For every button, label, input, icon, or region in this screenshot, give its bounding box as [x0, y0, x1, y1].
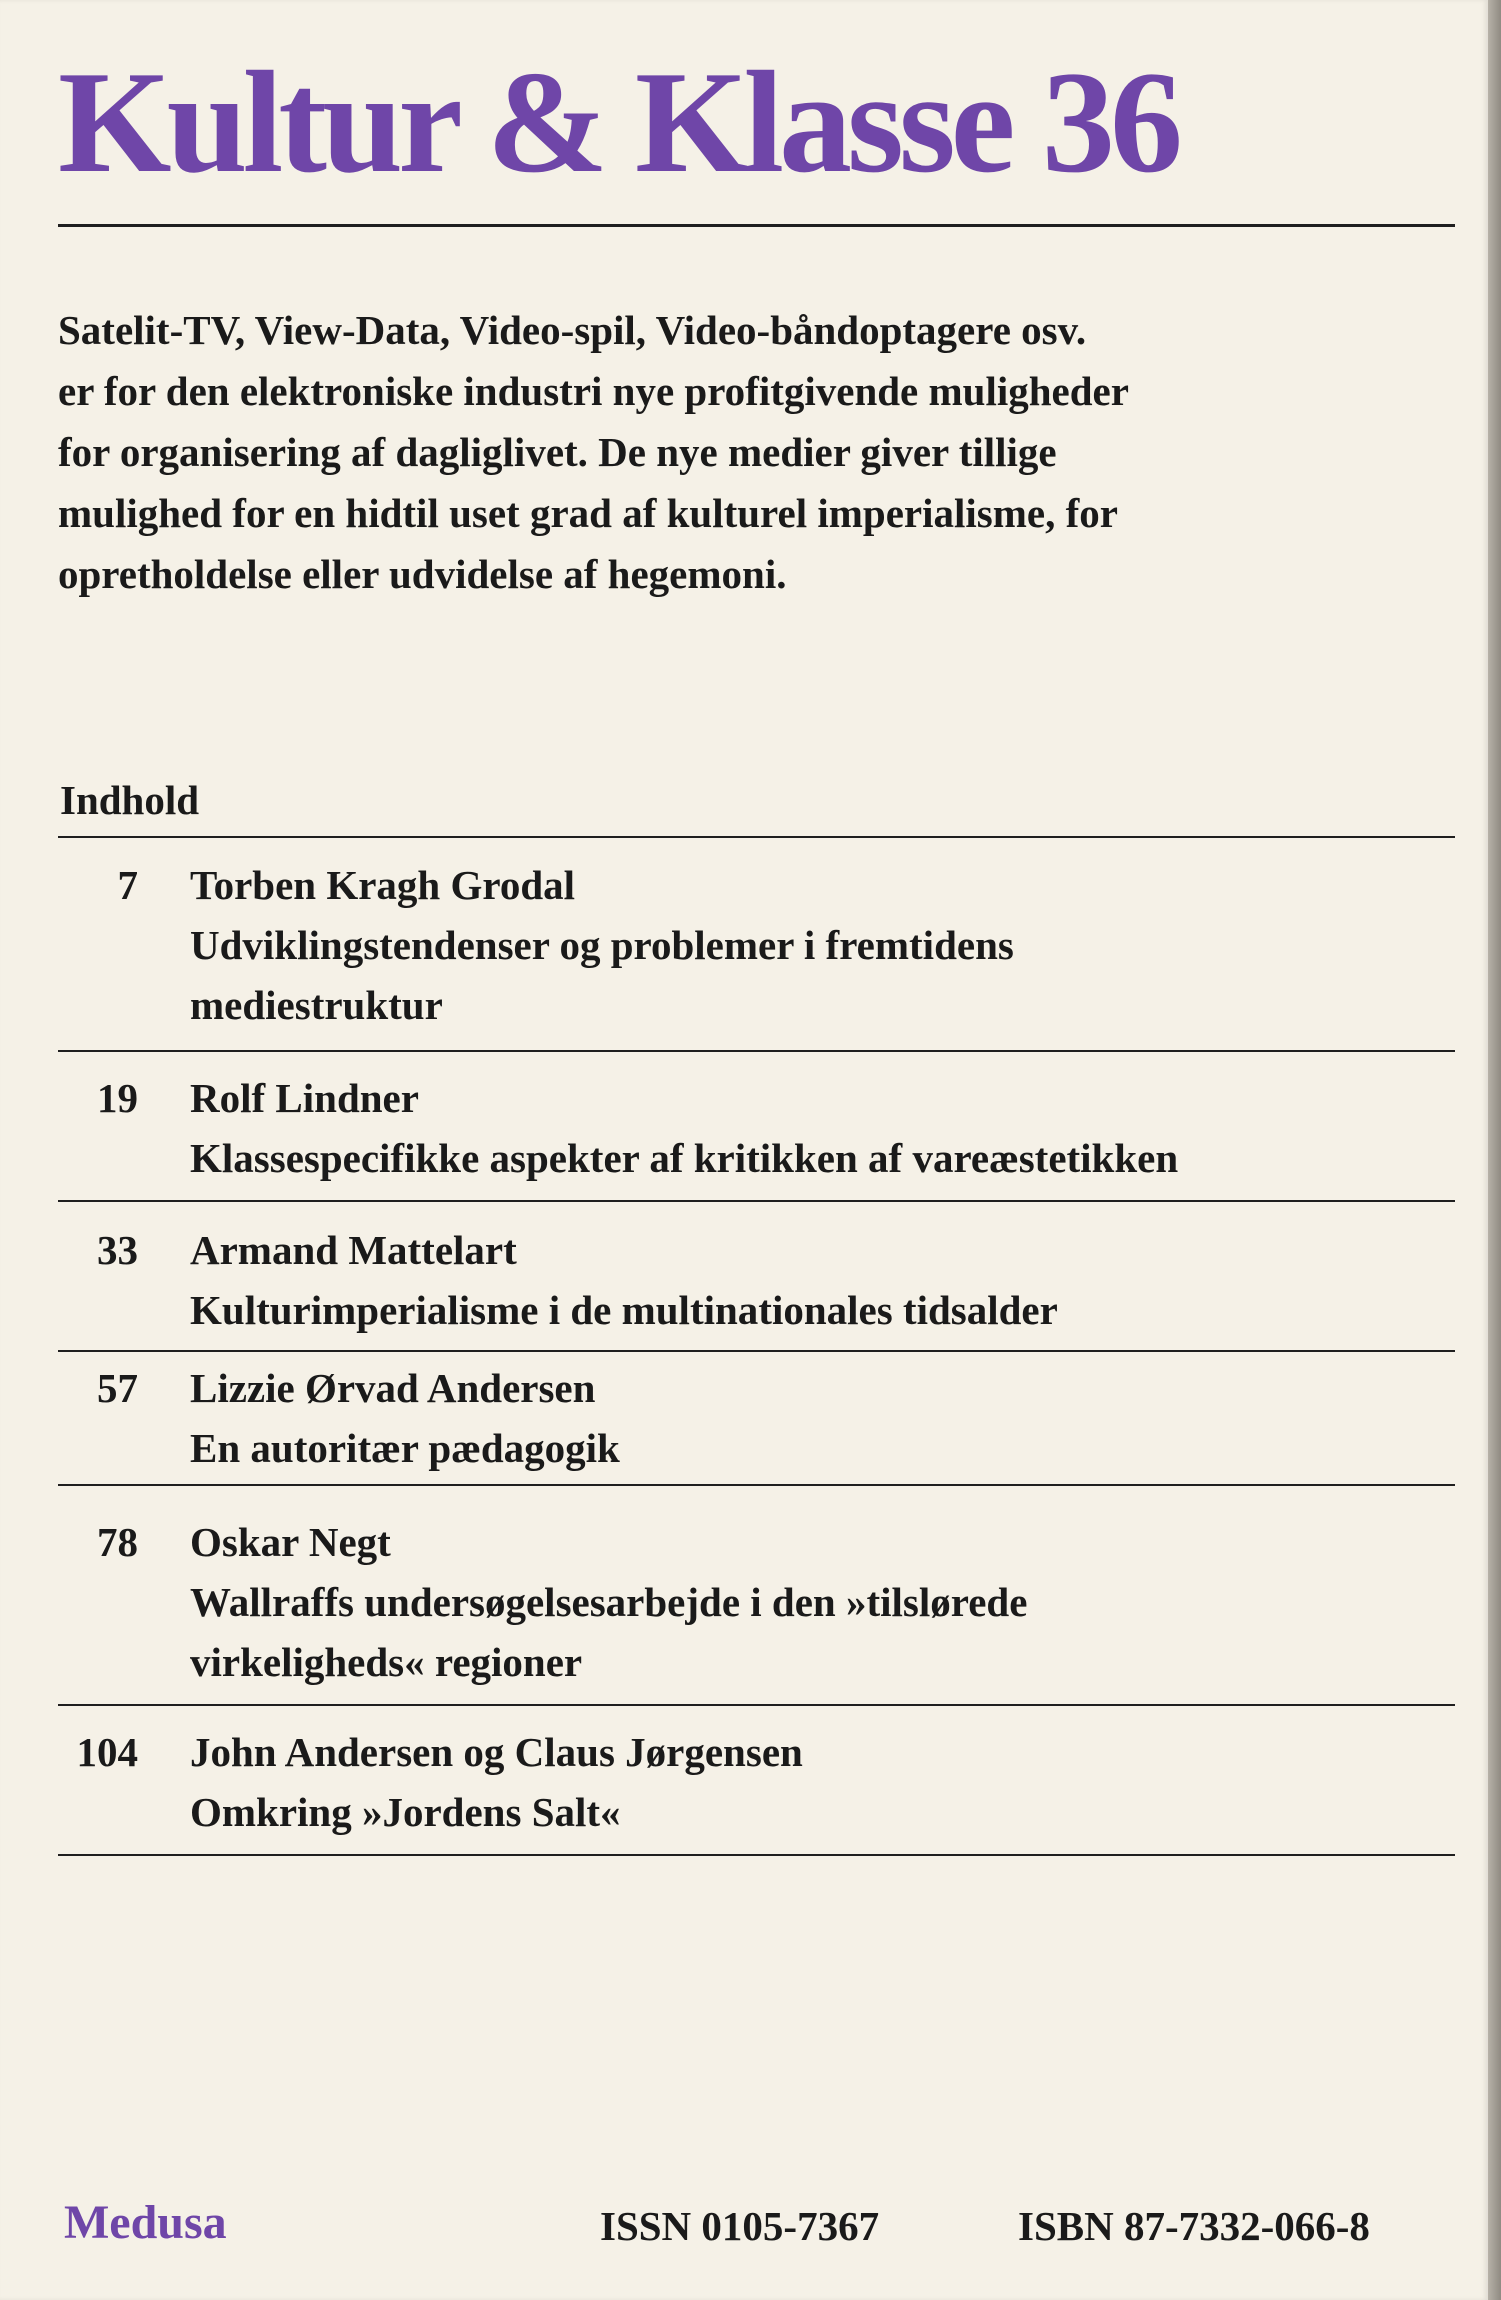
intro-line: er for den elektroniske industri nye profitgivende muligheder [58, 368, 1129, 414]
magazine-title: Kultur & Klasse 36 [58, 41, 1178, 203]
toc-divider [58, 836, 1455, 838]
intro-paragraph [58, 300, 1458, 605]
publisher-name: Medusa [64, 2196, 227, 2249]
intro-line: mulighed for en hidtil uset grad af kulturel imperialisme, for [58, 490, 1118, 536]
intro-line: for organisering af dagliglivet. De nye medier giver tillige [58, 429, 1057, 475]
toc-entry-body [190, 1512, 1460, 1692]
toc-author: John Andersen og Claus Jørgensen [190, 1729, 803, 1775]
toc-divider [58, 1200, 1455, 1202]
toc-author: Oskar Negt [190, 1519, 391, 1565]
toc-page-number: 19 [97, 1075, 138, 1121]
toc-page-number: 57 [97, 1365, 138, 1411]
toc-divider [58, 1854, 1455, 1856]
toc-article-title: Kulturimperialisme i de multinationales tidsalder [190, 1287, 1058, 1333]
toc-heading: Indhold [60, 777, 200, 823]
toc-divider [58, 1484, 1455, 1486]
toc-entry-body [190, 1722, 1460, 1842]
toc-entry-body [190, 1068, 1460, 1188]
toc-page-number: 7 [117, 862, 138, 908]
toc-divider [58, 1704, 1455, 1706]
intro-line: Satelit-TV, View-Data, Video-spil, Video-båndoptagere osv. [58, 307, 1087, 353]
toc-divider [58, 1050, 1455, 1052]
page-edge [1488, 0, 1501, 2300]
toc-author: Rolf Lindner [190, 1075, 419, 1121]
toc-author: Torben Kragh Grodal [190, 862, 576, 908]
toc-divider [58, 1350, 1455, 1352]
toc-page-number: 33 [97, 1227, 138, 1273]
toc-page-number: 78 [97, 1519, 138, 1565]
toc-article-title: mediestruktur [190, 982, 443, 1028]
toc-article-title: virkeligheds« regioner [190, 1639, 583, 1685]
issn-number: ISSN 0105-7367 [600, 2203, 880, 2249]
toc-entry-body [190, 1220, 1460, 1340]
title-divider [58, 224, 1455, 227]
toc-entry-body [190, 855, 1460, 1035]
toc-author: Armand Mattelart [190, 1227, 517, 1273]
toc-page-number: 104 [76, 1729, 138, 1775]
toc-entry-body [190, 1358, 1460, 1478]
isbn-number: ISBN 87-7332-066-8 [1018, 2203, 1370, 2249]
toc-article-title: Klassespecifikke aspekter af kritikken af vareæstetikken [190, 1135, 1179, 1181]
toc-article-title: Wallraffs undersøgelsesarbejde i den »tilslørede [190, 1579, 1028, 1625]
toc-article-title: Omkring »Jordens Salt« [190, 1789, 621, 1835]
toc-article-title: Udviklingstendenser og problemer i fremtidens [190, 922, 1014, 968]
toc-article-title: En autoritær pædagogik [190, 1425, 620, 1471]
intro-line: opretholdelse eller udvidelse af hegemoni. [58, 551, 787, 597]
toc-author: Lizzie Ørvad Andersen [190, 1365, 596, 1411]
